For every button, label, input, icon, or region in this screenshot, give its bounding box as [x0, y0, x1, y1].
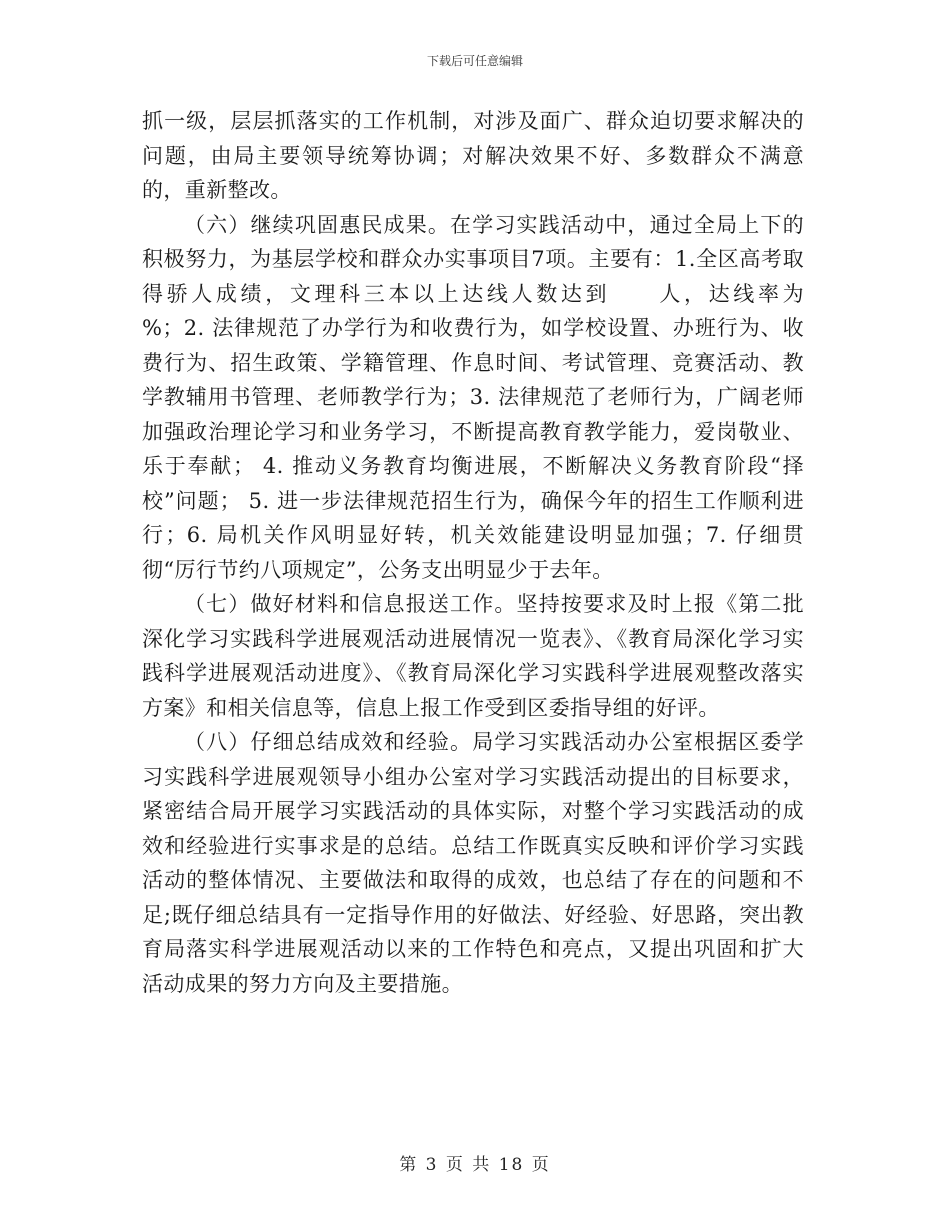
paragraph-section-6: （六）继续巩固惠民成果。在学习实践活动中，通过全局上下的积极努力，为基层学校和群众办实事项目7项。主要有：1.全区高考取得骄人成绩，文理科三本以上达线人数达到 人，达线率为 %；2. 法律规范了办学行为和收费行为，如学校设置、办班行为、收费行为、招生政策、学籍管理、作息时间、考试管理、竞赛活动、教学教辅用书管理、老师教学行为；3. 法律规范了老师行为，广阔老师加强政治理论学习和业务学习，不断提高教育教学能力，爱岗敬业、乐于奉献； 4. 推动义务教育均衡进展，不断解决义务教育阶段“择校”问题； 5. 进一步法律规范招生行为，确保今年的招生工作顺利进行；6. 局机关作风明显好转，机关效能建设明显加强；7. 仔细贯彻“厉行节约八项规定”，公务支出明显少于去年。: [142, 212, 847, 582]
paragraph-section-8: （八）仔细总结成效和经验。局学习实践活动办公室根据区委学习实践科学进展观领导小组办公室对学习实践活动提出的目标要求，紧密结合局开展学习实践活动的具体实际，对整个学习实践活动的成效和经验进行实事求是的总结。总结工作既真实反映和评价学习实践活动的整体情况、主要做法和取得的成效，也总结了存在的问题和不足;既仔细总结具有一定指导作用的好做法、好经验、好思路，突出教育局落实科学进展观活动以来的工作特色和亮点，又提出巩固和扩大活动成果的努力方向及主要措施。: [142, 730, 804, 996]
paragraph-continuation: 抓一级，层层抓落实的工作机制，对涉及面广、群众迫切要求解决的问题，由局主要领导统筹协调；对解决效果不好、多数群众不满意的，重新整改。: [142, 109, 804, 202]
page-header-note: 下载后可任意编辑: [426, 54, 523, 68]
paragraph-section-7: （七）做好材料和信息报送工作。坚持按要求及时上报《第二批深化学习实践科学进展观活动进展情况一览表》、《教育局深化学习实践科学进展观活动进度》、《教育局深化学习实践科学进展观整改落实方案》和相关信息等，信息上报工作受到区委指导组的好评。: [142, 592, 804, 720]
document-body: [142, 104, 847, 1001]
page-number: 第 3 页 共 18 页: [399, 1155, 551, 1175]
